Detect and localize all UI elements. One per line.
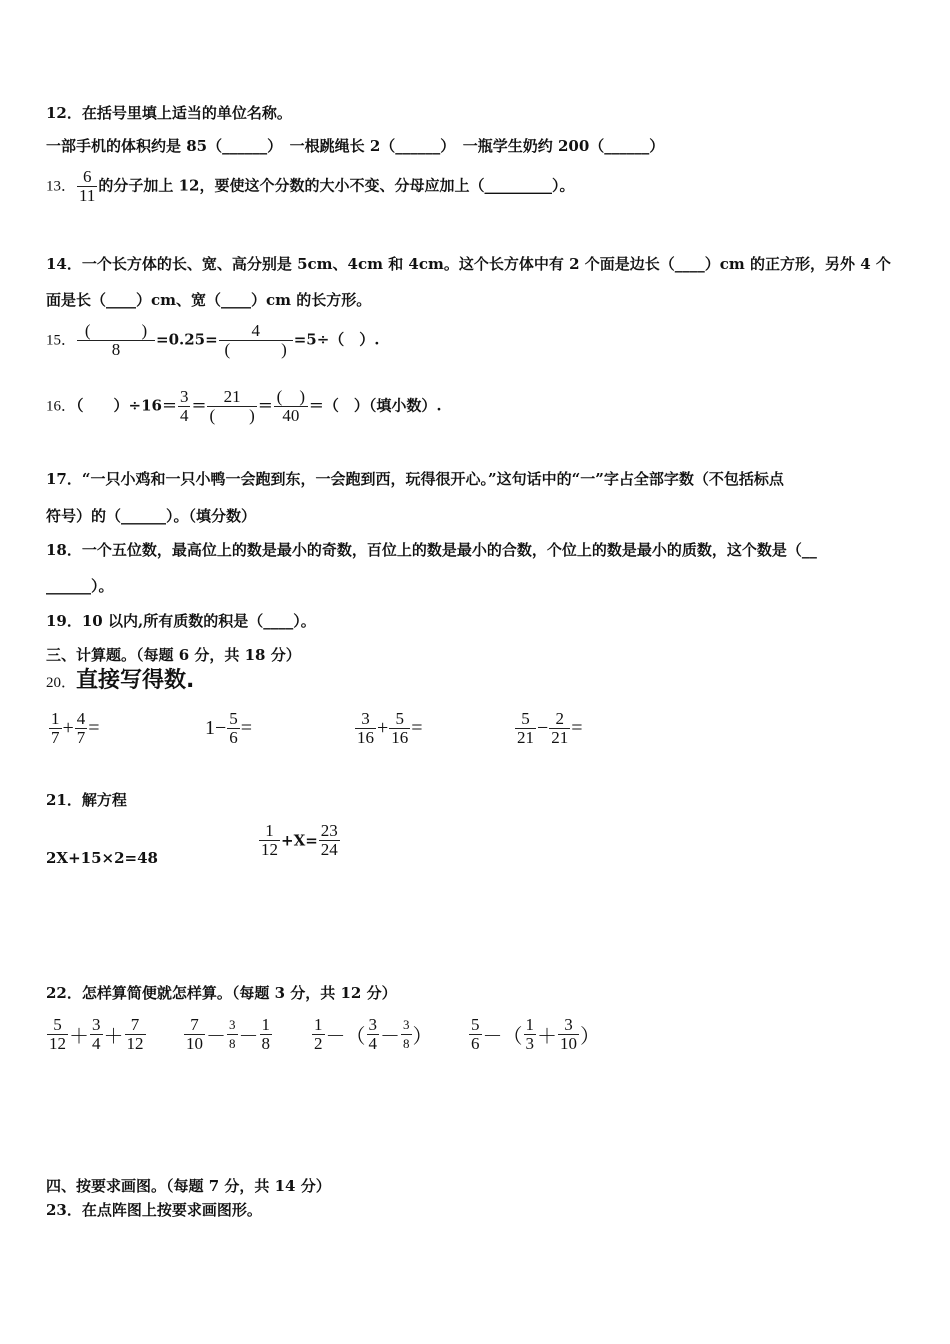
q22-e4-frac-b: $\frac{1}{3}$ <box>525 1015 534 1053</box>
q21-equation-2 <box>258 822 341 859</box>
q22-e1-frac-a: $\frac{5}{12}$ <box>49 1015 66 1053</box>
q14-line2: 面是长（____）cm、宽（____）cm 的长方形。 <box>46 291 372 309</box>
q13-denominator: 11 <box>79 186 96 205</box>
q22-e1-frac-b: $\frac{3}{4}$ <box>92 1015 101 1053</box>
q21-eq2-frac-a: $\frac{1}{12}$ <box>261 821 278 859</box>
q20-i3-frac-b: $\frac{5}{16}$ <box>391 709 409 747</box>
q16-eq1: ＝ <box>191 396 207 415</box>
q22-e2-frac-b: $\frac{3}{8}$ <box>229 1017 236 1051</box>
q15 <box>46 322 379 359</box>
q22-title: 22．怎样算简便就怎样算。（每题 3 分，共 12 分） <box>46 984 397 1002</box>
q15-f2-numerator: 4 <box>251 321 260 340</box>
q22-expr-4: $\frac{5}{6}$ －（ $\frac{1}{3}$ ＋ $\frac{3}{10}$ ） <box>471 1015 600 1053</box>
q20-i3-eq: = <box>411 717 423 739</box>
q12-title: 12．在括号里填上适当的单位名称。 <box>46 104 292 122</box>
q22-e3-frac-c: $\frac{3}{8}$ <box>403 1017 410 1051</box>
section4-title: 四、按要求画图。（每题 7 分，共 14 分） <box>46 1177 331 1195</box>
q15-number: 15． <box>46 332 77 349</box>
q22-expr-3: $\frac{1}{2}$ －（ $\frac{3}{4}$ － $\frac{3}{8}$ ） <box>314 1015 433 1053</box>
q20-item-3 <box>354 710 423 747</box>
q16-f2-denominator: ( ) <box>209 406 255 425</box>
q20-i1-frac-a: $\frac{1}{7}$ <box>51 709 60 747</box>
q16-f2-numerator: 21 <box>223 387 241 406</box>
q20-i4-frac-a: $\frac{5}{21}$ <box>517 709 534 747</box>
q22-e2-frac-a: $\frac{7}{10}$ <box>186 1015 203 1053</box>
q13-numerator: 6 <box>82 167 92 186</box>
q16-f3-numerator: ( ) <box>276 387 305 406</box>
q20-i2-eq: = <box>240 717 253 739</box>
q20-i3-op: + <box>377 717 389 739</box>
q21-title: 21．解方程 <box>46 791 127 809</box>
q16-fraction-3 <box>274 388 308 425</box>
q20-i1-frac-b: $\frac{4}{7}$ <box>76 709 86 747</box>
q20-i2-lead: 1− <box>205 717 227 739</box>
q20-item-4 <box>514 710 583 747</box>
q17-line2: 符号）的（______）。（填分数） <box>46 507 257 525</box>
q22-e3-frac-a: $\frac{1}{2}$ <box>314 1015 323 1053</box>
q16-number: 16． <box>46 398 77 415</box>
q20-item-2 <box>205 710 252 747</box>
q16-fraction-1 <box>178 388 191 425</box>
q22-e4-frac-a: $\frac{5}{6}$ <box>471 1015 480 1053</box>
q14-line1: 14．一个长方体的长、宽、高分别是 5cm、4cm 和 4cm。这个长方体中有 2 个面是边长（____）cm 的正方形，另外 4 个 <box>46 255 891 273</box>
q23-title: 23．在点阵图上按要求画图形。 <box>46 1201 262 1219</box>
q21-equation-1: 2X+15×2=48 <box>46 849 158 867</box>
q12-line: 一部手机的体积约是 85（______） 一根跳绳长 2（______） 一瓶学生奶约 200（______） <box>46 137 665 155</box>
q20-number: 20． <box>46 675 77 691</box>
q17-line1: 17．“一只小鸡和一只小鸭一会跑到东，一会跑到西，玩得很开心。”这句话中的“一”字占全部字数（不包括标点 <box>46 470 784 488</box>
q20-i2-frac-b: $\frac{5}{6}$ <box>229 709 238 747</box>
q21-eq2-frac-b: $\frac{23}{24}$ <box>320 821 338 859</box>
q22-expr-2: $\frac{7}{10}$ － $\frac{3}{8}$ － $\frac{1}{8}$ <box>186 1015 270 1053</box>
section3-title: 三、计算题。（每题 6 分，共 18 分） <box>46 646 301 664</box>
q18-line1: 18．一个五位数，最高位上的数是最小的奇数，百位上的数是最小的合数，个位上的数是最小的质数，这个数是（__ <box>46 541 817 559</box>
q16-fraction-2 <box>207 388 256 425</box>
q13 <box>46 168 575 205</box>
q16 <box>46 388 442 425</box>
q20-i4-eq: = <box>571 717 583 739</box>
q16-tail: ＝（ ）（填小数）. <box>308 396 442 415</box>
q15-tail: =5÷（ ）. <box>293 330 380 349</box>
q16-head: （ ）÷16＝ <box>76 396 177 415</box>
q15-fraction-1 <box>77 322 155 359</box>
q22-e1-frac-c: $\frac{7}{12}$ <box>126 1015 144 1053</box>
q22-e3-frac-b: $\frac{3}{4}$ <box>368 1015 377 1053</box>
q13-fraction <box>77 168 97 205</box>
q15-f2-denominator: ( ) <box>219 340 293 359</box>
q16-eq2: ＝ <box>257 396 273 415</box>
q20-title: 直接写得数. <box>76 668 195 693</box>
q16-f3-denominator: 40 <box>274 406 308 425</box>
q22-e4-frac-c: $\frac{3}{10}$ <box>560 1015 577 1053</box>
q16-f1-numerator: 3 <box>179 387 189 406</box>
q22-e2-frac-c: $\frac{1}{8}$ <box>261 1015 270 1053</box>
q13-number: 13． <box>46 178 77 195</box>
q15-mid: =0.25= <box>156 330 218 349</box>
q20-heading <box>46 668 194 696</box>
q20-i4-frac-b: $\frac{2}{21}$ <box>551 709 569 747</box>
q20-i1-eq: = <box>88 717 100 739</box>
q22-expr-1: $\frac{5}{12}$ ＋ $\frac{3}{4}$ ＋ $\frac{7}{12}$ <box>49 1015 144 1053</box>
q15-f1-denominator: 8 <box>77 340 155 359</box>
q21-eq2-mid: +X= <box>281 831 318 850</box>
q20-i3-frac-a: $\frac{3}{16}$ <box>357 709 374 747</box>
q20-item-1 <box>48 710 100 747</box>
q15-fraction-2 <box>219 322 293 359</box>
q13-text: 的分子加上 12，要使这个分数的大小不变、分母应加上（_________）。 <box>98 176 575 195</box>
q19-line: 19．10 以内,所有质数的积是（____）。 <box>46 612 316 630</box>
q20-i4-op: − <box>537 717 549 739</box>
q15-f1-numerator: ( ) <box>84 321 148 340</box>
q18-line2: ______）。 <box>46 577 114 595</box>
q16-f1-denominator: 4 <box>179 406 189 425</box>
q20-i1-op: + <box>62 717 74 739</box>
